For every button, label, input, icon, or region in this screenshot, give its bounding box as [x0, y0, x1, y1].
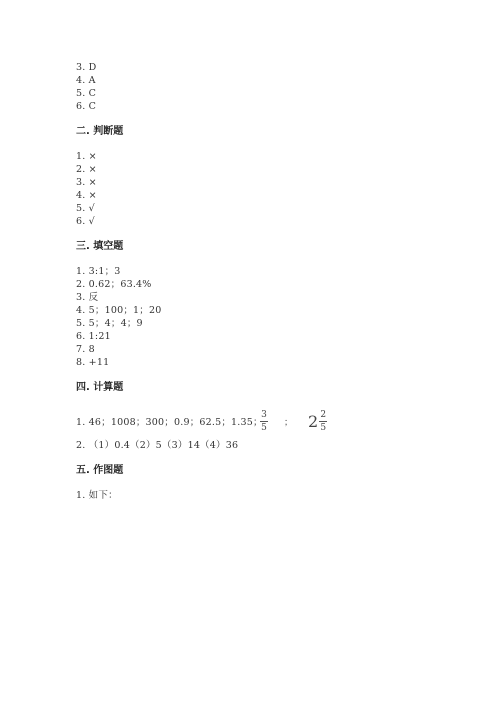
section-one-answer-4: 4. A	[76, 75, 96, 86]
fraction-three-fifths	[260, 410, 268, 433]
section-one-answer-5: 5. C	[76, 88, 97, 99]
section-two-answer-6: 6. √	[76, 216, 95, 227]
fraction-bar	[260, 421, 268, 422]
section-three-answer-6: 6. 1:21	[76, 331, 111, 342]
mixed-number-whole: 2	[308, 411, 319, 431]
fraction-numerator: 3	[261, 410, 267, 420]
section-two-answer-3: 3. ×	[76, 177, 97, 188]
section-three-heading: 三. 填空题	[76, 241, 124, 252]
section-three-answer-8: 8. +11	[76, 357, 110, 368]
mixed-number-fraction	[319, 410, 327, 433]
section-four-heading: 四. 计算题	[76, 382, 124, 393]
section-two-answer-2: 2. ×	[76, 164, 97, 175]
section-two-heading: 二. 判断题	[76, 126, 124, 137]
section-three-answer-2: 2. 0.62；63.4%	[76, 279, 152, 290]
mixed-number-two-and-two-fifths	[308, 410, 327, 433]
section-four-answer-2: 2. （1）0.4（2）5（3）14（4）36	[76, 440, 239, 451]
section-three-answer-7: 7. 8	[76, 344, 95, 355]
section-three-answer-4: 4. 5；100；1；20	[76, 305, 162, 316]
section-one-answer-6: 6. C	[76, 101, 97, 112]
section-two-answer-1: 1. ×	[76, 151, 97, 162]
section-three-answer-3: 3. 反	[76, 292, 99, 303]
section-two-answer-4: 4. ×	[76, 190, 97, 201]
fraction-denominator: 5	[320, 423, 327, 433]
section-four-answer-1-text: 1. 46；1008；300；0.9；62.5；1.35；	[76, 417, 263, 428]
answer-separator: ；	[284, 418, 294, 428]
section-five-answer-1: 1. 如下：	[76, 490, 118, 501]
fraction-bar	[319, 421, 327, 422]
section-three-answer-5: 5. 5；4；4；9	[76, 318, 143, 329]
fraction-denominator: 5	[261, 423, 267, 433]
section-one-answer-3: 3. D	[76, 62, 97, 73]
section-three-answer-1: 1. 3:1；3	[76, 266, 121, 277]
section-two-answer-5: 5. √	[76, 203, 95, 214]
section-five-heading: 五. 作图题	[76, 465, 124, 476]
fraction-numerator: 2	[320, 410, 327, 420]
